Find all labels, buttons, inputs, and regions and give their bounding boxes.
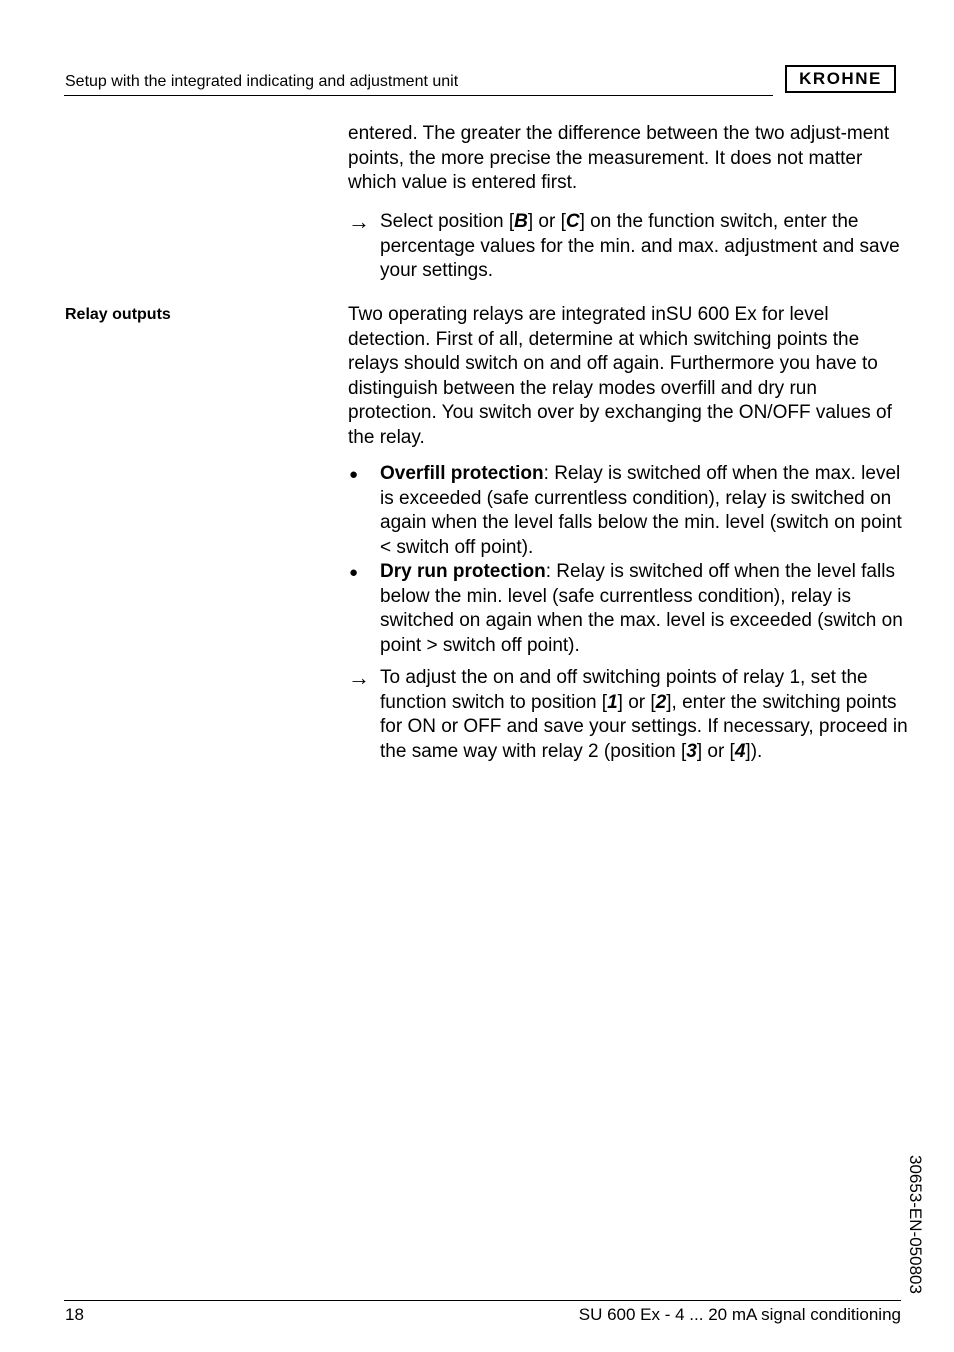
step-text: ]). bbox=[745, 740, 763, 762]
document-id: 30653-EN-050803 bbox=[906, 1155, 925, 1294]
footer-doc-title: SU 600 Ex - 4 ... 20 mA signal conditioning bbox=[578, 1305, 901, 1324]
position-key-3: 3 bbox=[686, 740, 697, 762]
step-text: ] or [ bbox=[696, 740, 735, 762]
list-item-title: Overfill protection bbox=[380, 463, 544, 484]
relay-intro-paragraph: Two operating relays are integrated inSU 600 Ex for level detection. First of all, determine at which switching points the relays should switch on and off again. Furthermore you have to distinguish between the relay modes overfill and dry run protection. You switch over by exchanging the ON/OFF values of the relay. bbox=[348, 304, 892, 448]
header-title: Setup with the integrated indicating and adjustment unit bbox=[65, 73, 459, 90]
list-item-text: : Relay is switched off when the level falls below the min. level (safe currentless condition), relay is switched on again when the max. level is exceeded (switch on point > switch off point). bbox=[380, 561, 903, 656]
logo-text: KROHNE bbox=[799, 69, 882, 88]
header-divider bbox=[64, 95, 773, 96]
position-key-b: B bbox=[514, 211, 528, 232]
list-item-text: : Relay is switched off when the max. level is exceeded (safe currentless condition), relay is switched on again when the level falls below the min. level (switch on point < switch off point). bbox=[380, 463, 902, 558]
position-key-2: 2 bbox=[655, 691, 667, 713]
step-text: ] on the function switch, enter the percentage values for the min. and max. adjustment and save your settings. bbox=[380, 211, 900, 281]
footer-divider bbox=[64, 1300, 901, 1301]
position-key-4: 4 bbox=[734, 740, 746, 762]
arrow-right-icon: → bbox=[348, 665, 370, 690]
bullet-icon: ● bbox=[349, 466, 359, 483]
list-item-overfill bbox=[380, 462, 910, 560]
list-item-title: Dry run protection bbox=[380, 561, 546, 582]
step-text: ] or [ bbox=[617, 691, 656, 713]
krohne-logo bbox=[785, 65, 896, 93]
relay-step bbox=[380, 666, 908, 764]
list-item-dry-run bbox=[380, 560, 910, 658]
step-text: Select position [ bbox=[380, 211, 515, 232]
section-label-relay-outputs: Relay outputs bbox=[65, 306, 171, 323]
position-key-1: 1 bbox=[607, 691, 618, 713]
adjustment-step bbox=[380, 210, 905, 284]
step-text: ] or [ bbox=[527, 211, 566, 232]
arrow-right-icon: → bbox=[348, 209, 370, 234]
adjustment-paragraph: entered. The greater the difference between the two adjust-ment points, the more precise the measurement. It does not matter which value is entered first. bbox=[348, 123, 890, 193]
step-text: To adjust the on and off switching points of relay 1, set the function switch to position [ bbox=[380, 667, 868, 713]
step-text: ], enter the switching points for ON or OFF and save your settings. If necessary, proceed in the same way with relay 2 (position [ bbox=[380, 691, 908, 762]
position-key-c: C bbox=[565, 211, 580, 232]
bullet-icon: ● bbox=[349, 564, 359, 581]
page-number: 18 bbox=[65, 1305, 84, 1324]
